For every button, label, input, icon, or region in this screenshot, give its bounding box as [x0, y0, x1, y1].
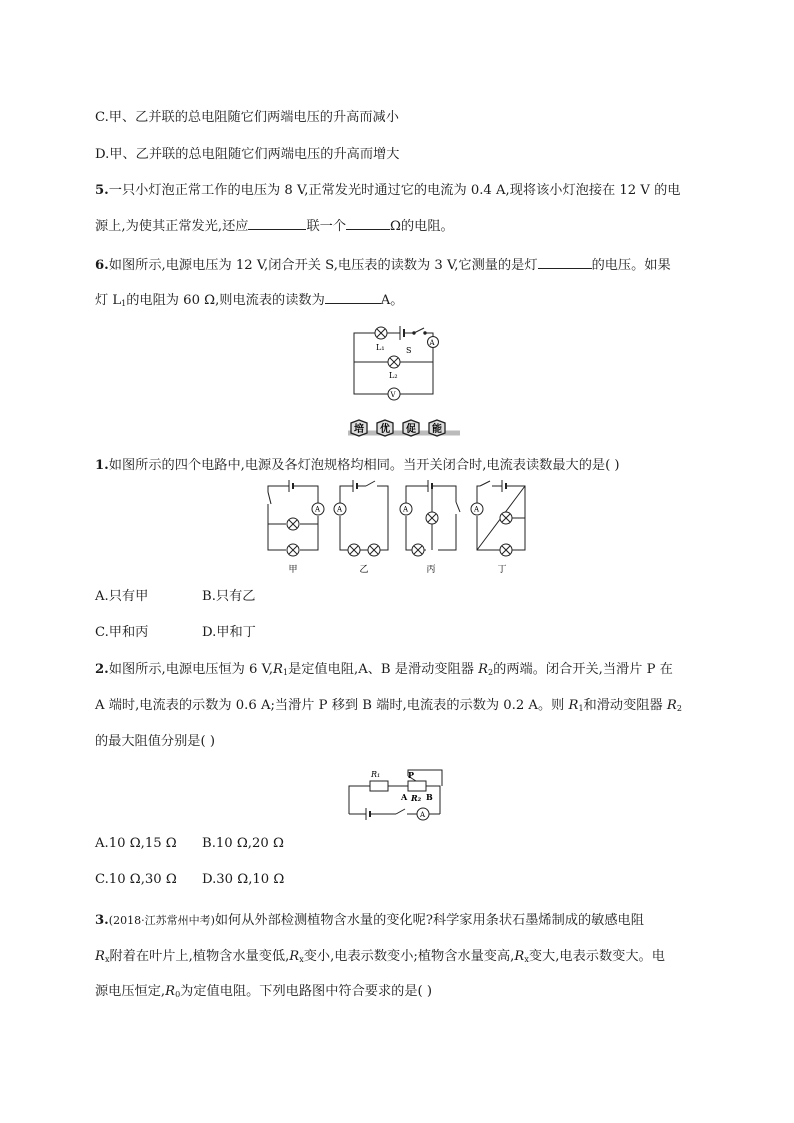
q5-line1: [95, 179, 680, 198]
q5-text2a: 源上,为使其正常发光,还应: [95, 219, 249, 234]
q5-text2c: Ω的电阻。: [390, 219, 454, 234]
q6-text2b: 的电阻为 60 Ω,则电流表的读数为: [126, 293, 325, 308]
q6-sub: 1: [121, 299, 127, 308]
p2-r2-sub-b: 2: [676, 704, 682, 713]
p1-line1: [95, 454, 620, 473]
p2-number: 2.: [95, 662, 109, 677]
q6-label-s: S: [406, 346, 412, 355]
q6-text1b: 的电压。如果: [591, 258, 671, 273]
p3-line2: [95, 945, 665, 964]
circuit-jia: [268, 480, 324, 556]
q5-blank-2[interactable]: [346, 218, 390, 230]
q5-number: 5.: [95, 183, 109, 198]
ammeter-jia-label: A: [315, 505, 321, 514]
p1-circuits-figure: [262, 478, 532, 578]
p2-text2b: 和滑动变阻器: [583, 698, 667, 713]
q6-line2: [95, 289, 404, 308]
p2-text1a: 如图所示,电源电压恒为 6 V,: [108, 662, 274, 677]
q5-text2b: 联一个: [306, 219, 347, 234]
p2-r1-b: R: [568, 698, 579, 713]
p2-r1: R: [273, 662, 283, 677]
p3-text1b: 如何从外部检测植物含水量的变化呢?科学家用条状石墨烯制成的敏感电阻: [214, 913, 644, 928]
section-char-3: 促: [406, 424, 416, 435]
p2-text1b: 是定值电阻,A、B 是滑动变阻器: [288, 662, 479, 677]
p1-option-d[interactable]: D.甲和丁: [202, 625, 256, 640]
p3-r0: R: [165, 984, 176, 999]
p2-line1: [95, 658, 673, 677]
p2-line2: [95, 694, 682, 713]
p2-r2-b: R: [666, 698, 677, 713]
p3-rx-sub-2: x: [299, 955, 304, 964]
p3-rx-2: R: [289, 949, 300, 964]
p3-text2c: 变小,电表示数变小;植物含水量变高,: [303, 949, 515, 964]
p2-ammeter-label: A: [420, 811, 426, 819]
q6-line1: [95, 254, 671, 273]
q5-text1: 一只小灯泡正常工作的电压为 8 V,正常发光时通过它的电流为 0.4 A,现将该小灯泡接在 12 V 的电: [108, 183, 681, 198]
p1-option-b[interactable]: B.只有乙: [202, 589, 256, 604]
p3-number: 3.: [95, 913, 109, 928]
p3-text3c: 为定值电阻。下列电路图中符合要求的是( ): [180, 984, 433, 999]
p2-option-d[interactable]: D.30 Ω,10 Ω: [202, 872, 285, 887]
p2-text1c: 的两端。闭合开关,当滑片 P 在: [493, 662, 673, 677]
caption-bing: 丙: [426, 565, 436, 575]
p2-fig-b-end: B: [426, 792, 433, 802]
p1-number: 1.: [95, 458, 109, 473]
q6-text1a: 如图所示,电源电压为 12 V,闭合开关 S,电压表的读数为 3 V,它测量的是灯: [108, 258, 538, 273]
q6-label-l1: L₁: [376, 343, 385, 352]
ammeter-ding-label: A: [474, 505, 480, 514]
q6-text2a: 灯 L: [95, 293, 122, 308]
q5-line2: [95, 215, 454, 234]
p1-option-a[interactable]: A.只有甲: [95, 589, 149, 604]
p2-option-c[interactable]: C.10 Ω,30 Ω: [95, 872, 177, 887]
p3-line1: [95, 909, 644, 928]
p3-rx-sub: x: [104, 955, 110, 964]
section-banner: [348, 418, 460, 440]
p2-line3: 的最大阻值分别是( ): [95, 734, 215, 749]
p3-r0-sub: 0: [175, 990, 181, 999]
p3-text2b: 附着在叶片上,植物含水量变低,: [109, 949, 290, 964]
p1-option-c[interactable]: C.甲和丙: [95, 625, 149, 640]
p3-text2d: 变大,电表示数变大。电: [528, 949, 665, 964]
q6-ammeter-label: A: [429, 339, 435, 347]
q6-text2c: A。: [380, 293, 404, 308]
q6-label-l2: L₂: [389, 371, 398, 380]
p2-r1-sub: 1: [282, 668, 289, 677]
p2-fig-a-end: A: [401, 792, 408, 802]
section-char-4: 能: [432, 424, 442, 435]
p2-r2: R: [478, 662, 489, 677]
ammeter-yi-label: A: [337, 505, 343, 514]
option-d-prev: D.甲、乙并联的总电阻随它们两端电压的升高而增大: [95, 147, 400, 162]
circuit-ding: [471, 480, 525, 556]
ammeter-bing-label: A: [403, 505, 409, 514]
q6-blank-1[interactable]: [538, 257, 592, 269]
p2-fig-r2: R₂: [411, 793, 422, 803]
p3-rx-3: R: [514, 949, 525, 964]
p2-circuit-diagram: [346, 766, 446, 824]
p2-option-a[interactable]: A.10 Ω,15 Ω: [95, 836, 177, 851]
p2-text2: A 端时,电流表的示数为 0.6 A;当滑片 P 移到 B 端时,电流表的示数为 0.2 A。则: [95, 698, 569, 713]
caption-jia: 甲: [288, 565, 298, 575]
option-c-prev: C.甲、乙并联的总电阻随它们两端电压的升高而减小: [95, 110, 399, 125]
p3-line3: [95, 980, 432, 999]
q6-number: 6.: [95, 258, 109, 273]
circuit-bing: [400, 480, 460, 556]
q6-circuit-diagram: [348, 322, 444, 402]
p3-text3a: 源电压恒定,: [95, 984, 166, 999]
p3-rx-sub-3: x: [524, 955, 529, 964]
p2-option-b[interactable]: B.10 Ω,20 Ω: [202, 836, 284, 851]
circuit-yi: [334, 480, 388, 556]
caption-yi: 乙: [359, 565, 369, 575]
q5-blank-1[interactable]: [248, 218, 306, 230]
p2-fig-p: P: [408, 770, 415, 780]
q6-blank-2[interactable]: [325, 292, 381, 304]
section-char-2: 优: [380, 424, 390, 435]
q6-voltmeter-label: V: [390, 391, 396, 399]
caption-ding: 丁: [497, 565, 507, 575]
p2-r2-sub: 2: [488, 668, 494, 677]
section-char-1: 培: [354, 424, 364, 435]
p3-source: (2018·江苏常州中考): [108, 914, 215, 927]
p2-fig-r1: R₁: [371, 770, 381, 779]
p1-text: 如图所示的四个电路中,电源及各灯泡规格均相同。当开关闭合时,电流表读数最大的是( ): [108, 458, 620, 473]
p3-rx: R: [95, 949, 105, 964]
p2-r1-sub-b: 1: [578, 704, 584, 713]
